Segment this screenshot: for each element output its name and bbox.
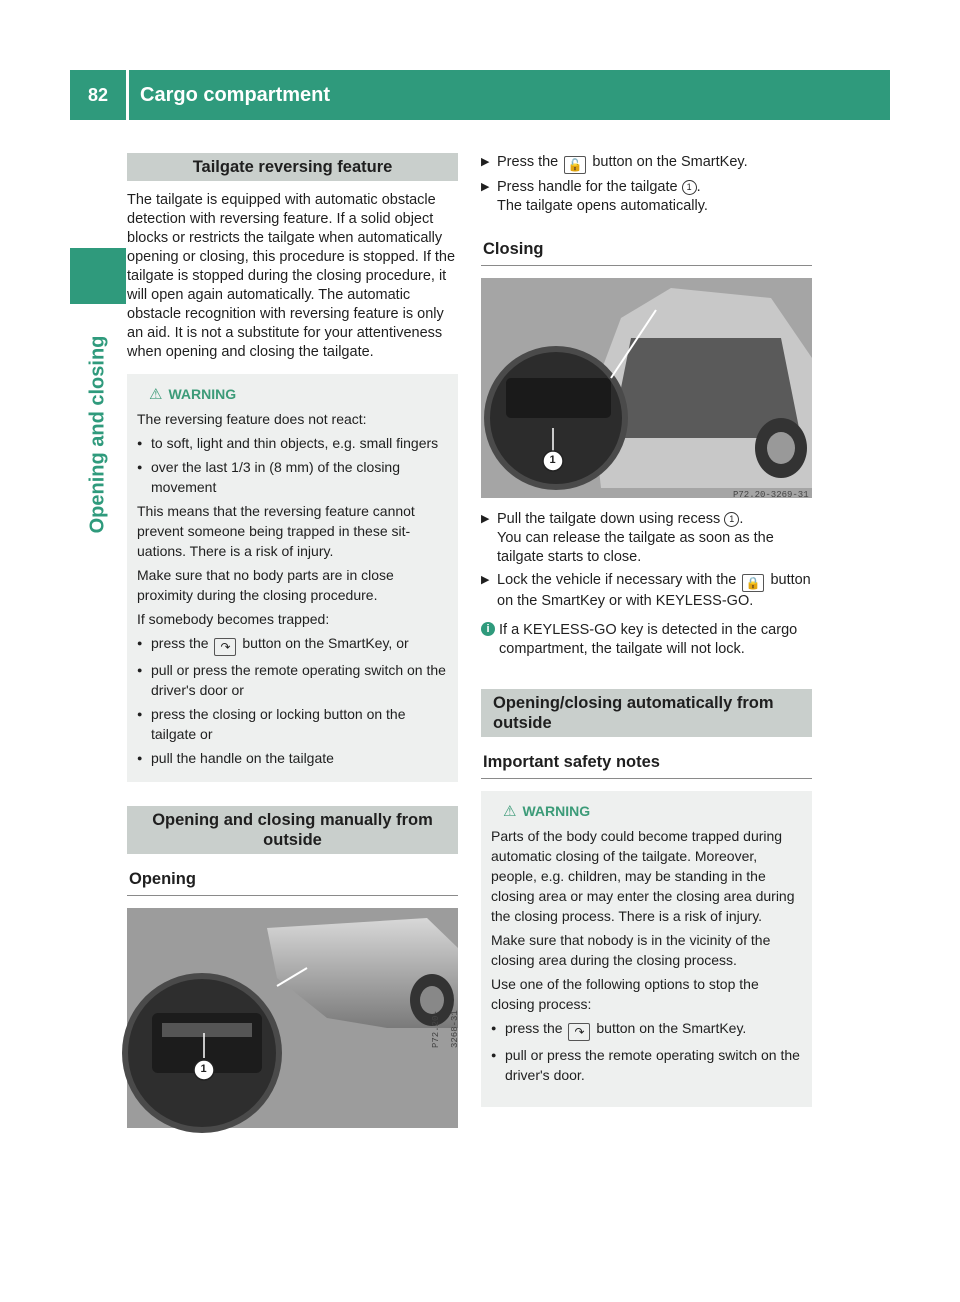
warning-paragraph: If somebody becomes trapped: [137, 611, 330, 627]
list-item-text: press the [151, 635, 209, 651]
tailgate-button-icon: ↷ [568, 1023, 590, 1041]
warning-box [127, 374, 458, 782]
opening-illustration [127, 908, 458, 1128]
left-column [127, 153, 458, 1128]
sidebar-chapter-label: Opening and closing [86, 335, 109, 534]
step-text: Lock the vehicle if necessary with the [497, 572, 737, 588]
step-text: . [696, 179, 701, 195]
sidebar-chapter [70, 312, 126, 557]
step-text: . [739, 511, 744, 527]
subhead-safety: Important safety notes [481, 747, 812, 779]
list-item: ● pull or press the remote operating switch on the driver's door or [137, 660, 448, 700]
step-item [481, 571, 812, 611]
warning-paragraph: Make sure that nobody is in the vicinity of the closing area during the closing process. [491, 932, 771, 968]
list-item: ● pull or press the remote operating switch on the driver's door. [491, 1045, 802, 1085]
right-column [481, 153, 812, 1107]
info-icon: i [481, 622, 495, 636]
warning-paragraph: Use one of the following options to stop the closing process: [491, 976, 759, 1012]
page-title: Cargo compartment [129, 70, 890, 120]
warning-label: WARNING [522, 803, 591, 819]
callout-number: 1 [724, 512, 739, 527]
section-title-automatic: Opening/closing automatically from outside [481, 689, 812, 737]
warning-box [481, 791, 812, 1107]
subhead-closing: Closing [481, 234, 812, 266]
tailgate-button-icon: ↷ [214, 638, 236, 656]
step-text: Press handle for the tailgate [497, 179, 678, 195]
step-item [481, 153, 812, 174]
warning-triangle-icon: ⚠ [503, 803, 517, 820]
figure-callout: 1 [200, 1063, 207, 1075]
warning-paragraph: This means that the reversing feature cannot prevent someone being trapped in these situations. There is a risk of injury. [137, 503, 415, 559]
list-item-text: button on the SmartKey. [596, 1020, 747, 1036]
section-title-manual: Opening and closing manually from outside [127, 806, 458, 854]
warning-paragraph: Make sure that no body parts are in close proximity during the closing procedure. [137, 567, 394, 603]
step-text: button on the SmartKey. [592, 154, 748, 170]
step-text: Press the [497, 154, 559, 170]
figure-code: P72.20-3269-31 [733, 490, 809, 500]
list-item: ● to soft, light and thin objects, e.g. small fingers [137, 433, 448, 453]
list-item [491, 1018, 802, 1041]
sidebar-marker [70, 248, 126, 304]
warning-paragraph: Parts of the body could become trapped during automatic closing of the tailgate. Moreover, people, e.g. children, may be standing in the closing area or may enter the closing area during the closing process. There is a risk of injury. [491, 828, 795, 924]
step-result: You can release the tailgate as soon as the tailgate starts to close. [497, 530, 774, 565]
step-item [481, 178, 812, 216]
step-result: The tailgate opens automatically. [497, 198, 708, 214]
lock-button-icon: 🔒 [742, 574, 764, 592]
warning-intro: The reversing feature does not react: [137, 411, 367, 427]
subhead-opening: Opening [127, 864, 458, 896]
closing-illustration [481, 278, 812, 498]
list-item [137, 633, 448, 656]
figure-closing [481, 278, 812, 498]
figure-callout: 1 [549, 454, 556, 466]
warning-triangle-icon: ⚠ [149, 386, 163, 403]
list-item: ● pull the handle on the tailgate [137, 748, 448, 768]
unlock-button-icon: 🔓 [564, 156, 586, 174]
callout-number: 1 [682, 180, 697, 195]
info-note [481, 621, 812, 659]
warning-heading [137, 384, 448, 405]
step-text: Pull the tailgate down using recess [497, 511, 721, 527]
figure-code: P72.20-3268-31 [431, 1010, 460, 1048]
warning-label: WARNING [168, 386, 237, 402]
list-item-text: button on the SmartKey, or [242, 635, 409, 651]
info-note-text: If a KEYLESS-GO key is detected in the cargo compartment, the tailgate will not lock. [499, 622, 798, 657]
figure-opening [127, 908, 458, 1128]
list-item: ● over the last 1/3 in (8 mm) of the closing movement [137, 457, 448, 497]
page-number: 82 [70, 70, 126, 120]
section-title-reversing: Tailgate reversing feature [127, 153, 458, 181]
step-text: button on the SmartKey or with KEYLESS-GO. [497, 572, 811, 609]
step-item [481, 510, 812, 567]
warning-heading [491, 801, 802, 822]
reversing-paragraph: The tailgate is equipped with automatic obstacle detection with reversing feature. If a solid object blocks or restricts the tailgate when automatically opening or closing, this procedure is stopped. If the tailgate is stopped during the closing procedure, it will open again automatically. The automatic obstacle recognition with reversing feature is only an aid. It is not a substitute for your attentiveness when opening and closing the tailgate. [127, 192, 456, 360]
list-item-text: press the [505, 1020, 563, 1036]
list-item: ● press the closing or locking button on the tailgate or [137, 704, 448, 744]
